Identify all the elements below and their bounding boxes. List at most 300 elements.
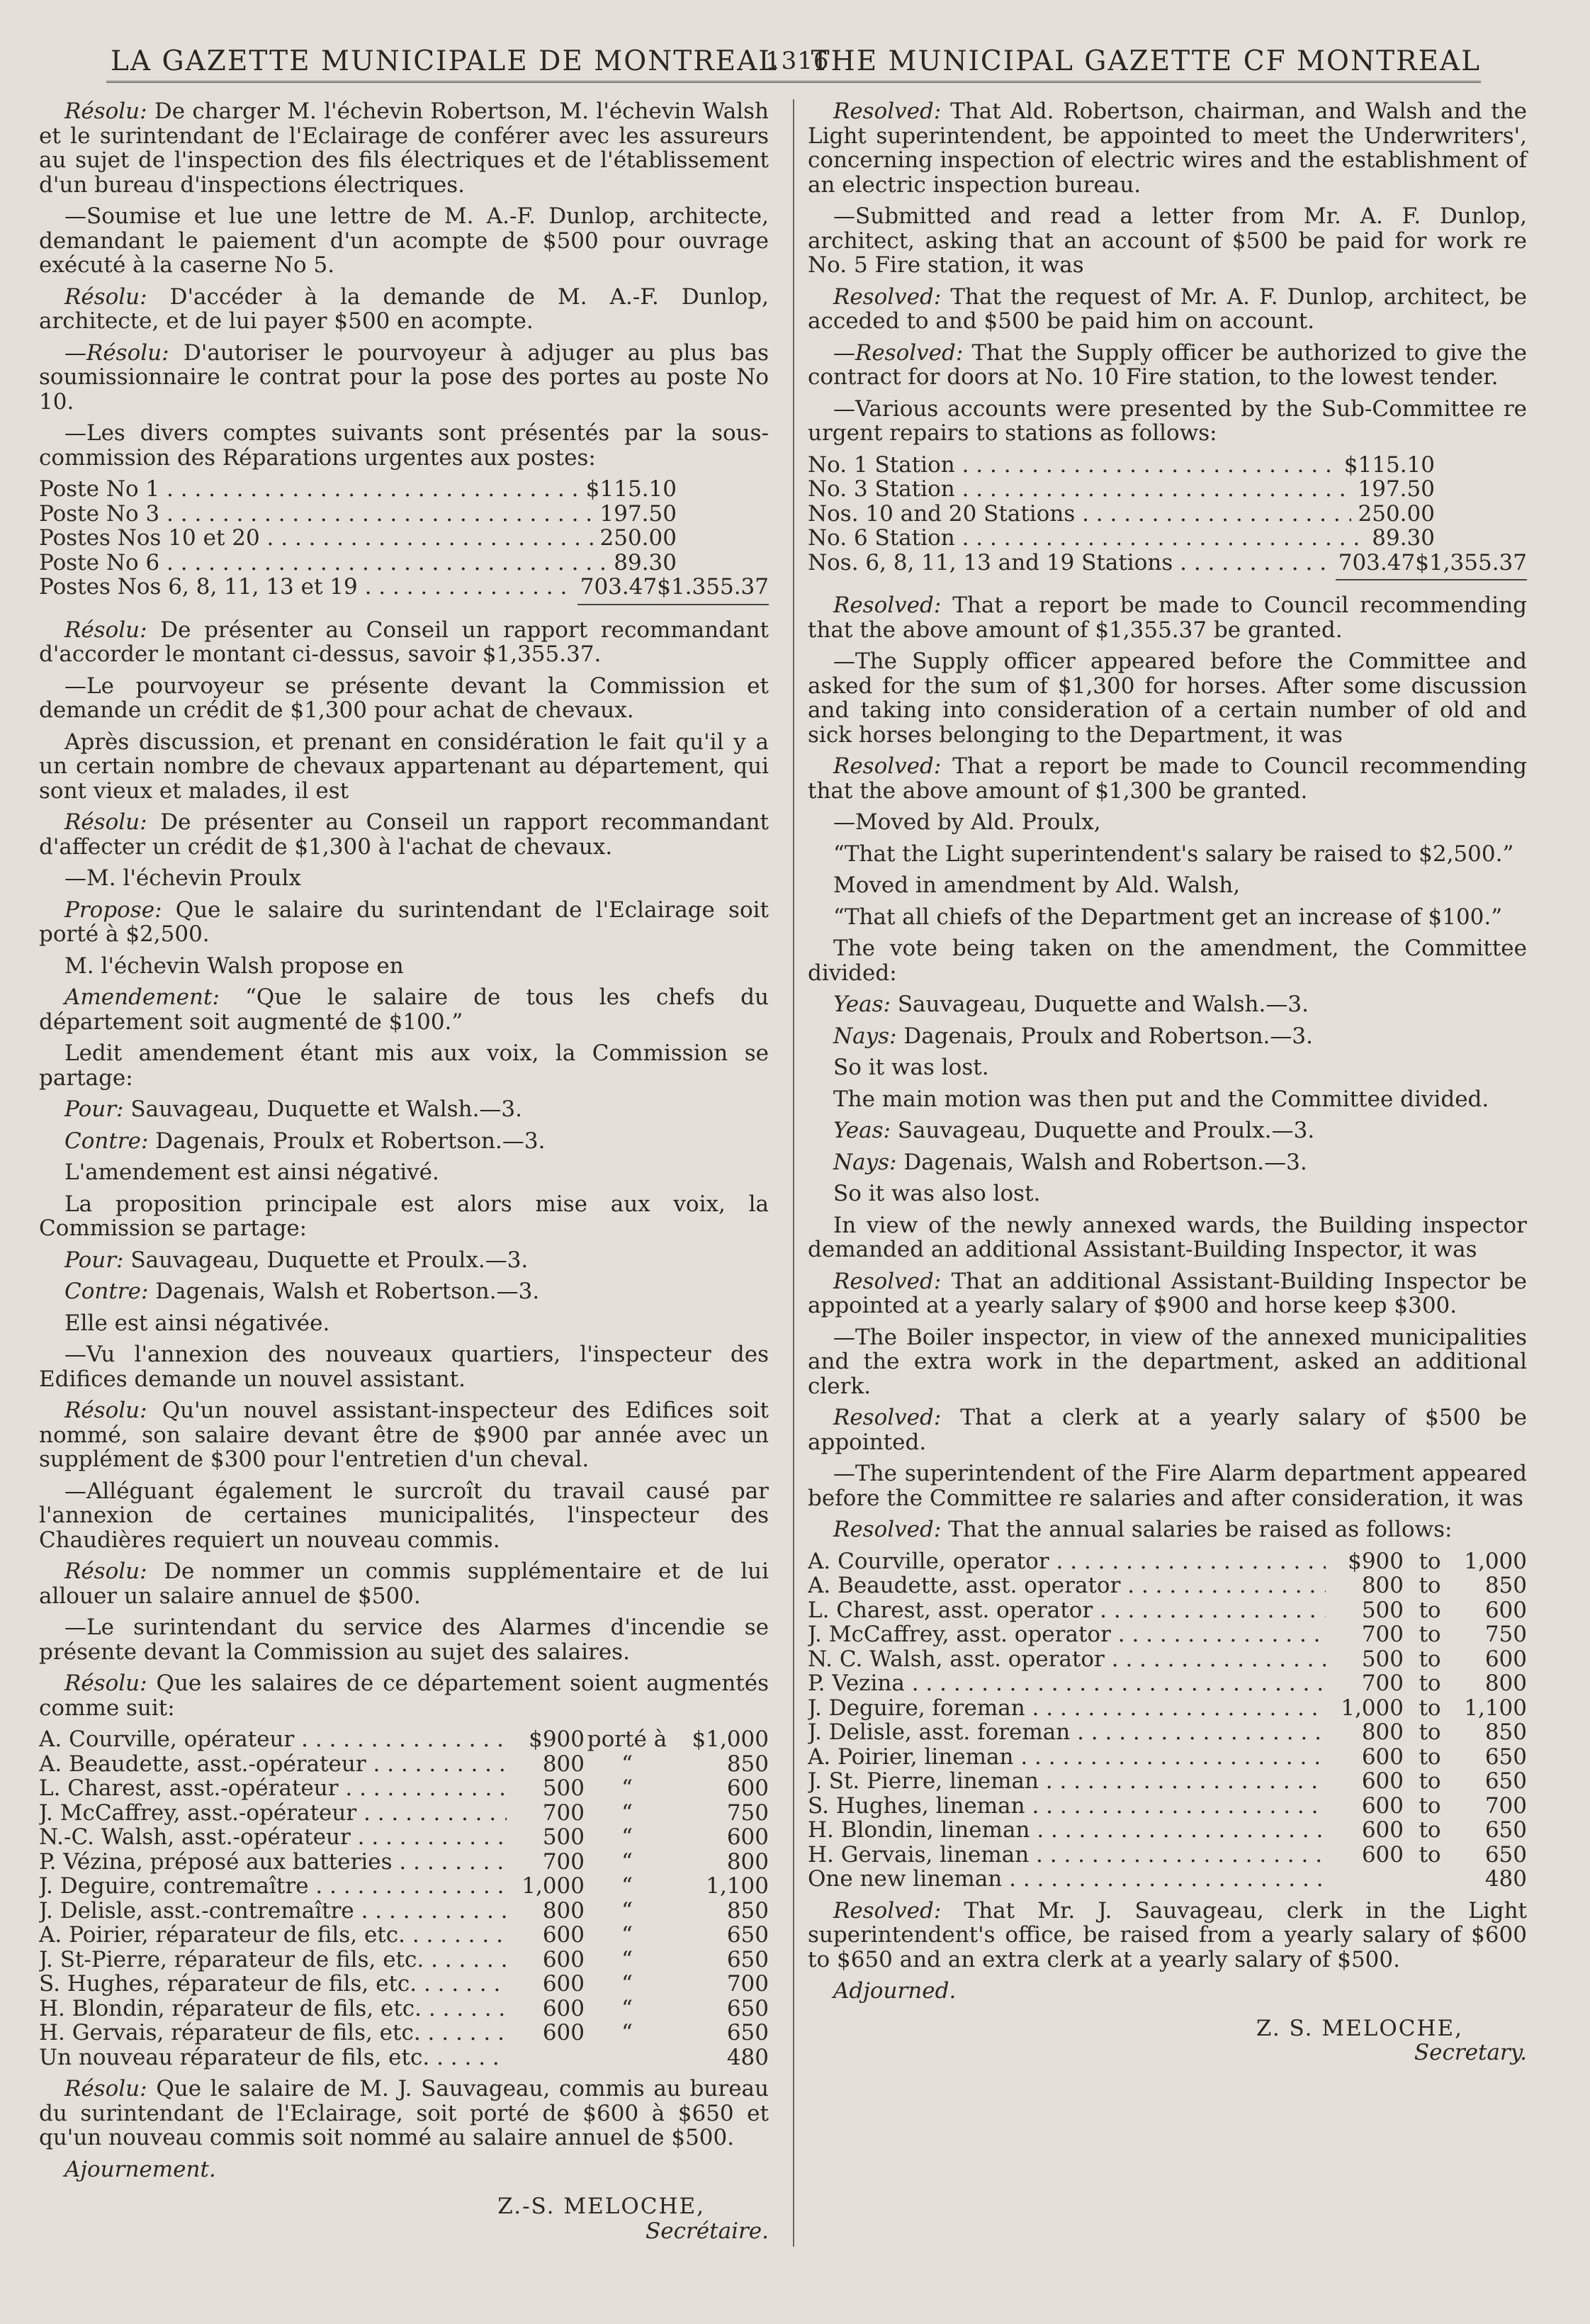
table-row: [808, 1671, 1527, 1696]
to-word: to: [1419, 1597, 1441, 1623]
paragraph: [39, 1559, 769, 1608]
ditto-mark: “: [621, 1873, 633, 1899]
paragraph: Après discussion, et prenant en considération le fait qu'il y a un certain nombre de chevaux appartenant au département, qui sont vieux et malades, il est: [39, 729, 769, 804]
employee-name: A. Beaudette, asst.-opérateur . . .: [39, 1752, 507, 1777]
table-row: [808, 1745, 1527, 1770]
old-salary: 700: [542, 1800, 585, 1826]
account-name: Postes Nos 6, 8, 11, 13 et 19 . . .: [39, 575, 573, 600]
label: —Resolved:: [833, 339, 964, 366]
paragraph: —Alléguant également le surcroît du travail causé par l'annexion de certaines municipalités, l'inspecteur des Chaudières requiert un nouveau commis.: [39, 1478, 769, 1553]
text: Que les salaires de ce département soient augmentés comme suit:: [39, 1671, 769, 1721]
paragraph: [39, 99, 769, 197]
text: De présenter au Conseil un rapport recommandant d'accorder le montant ci-dessus, savoir $1,355.37.: [39, 617, 769, 667]
new-salary: 800: [1484, 1671, 1527, 1696]
paragraph: L'amendement est ainsi négativé.: [64, 1160, 439, 1185]
label: Nays:: [833, 1149, 897, 1175]
old-salary: 600: [542, 1946, 585, 1972]
ditto-mark: “: [621, 1995, 633, 2021]
new-salary: 1,100: [706, 1873, 769, 1899]
paragraph: In view of the newly annexed wards, the Building inspector demanded an additional Assistant-Building Inspector, it was: [808, 1212, 1527, 1262]
employee-name: N. C. Walsh, asst. operator . . .: [808, 1647, 1326, 1672]
new-salary: $1,000: [692, 1727, 769, 1752]
label: Resolved:: [833, 284, 942, 310]
employee-name: J. Delisle, asst. foreman . . .: [808, 1720, 1326, 1745]
new-salary: 600: [726, 1775, 769, 1801]
label: Resolved:: [833, 593, 942, 618]
text: That the Supply officer be authorized to give the contract for doors at No. 10 Fire station, to the lowest tender.: [808, 339, 1527, 390]
signature-fr: [39, 2194, 769, 2243]
old-salary: 600: [542, 2020, 585, 2045]
text: That the request of Mr. A. F. Dunlop, architect, be acceded to and $500 be paid him on account.: [808, 284, 1527, 334]
account-name: Poste No 3 . . .: [39, 502, 593, 527]
table-row: [808, 1696, 1527, 1721]
account-total: $1,355.37: [1415, 549, 1527, 576]
label: Amendement:: [64, 984, 220, 1010]
header-title-fr: LA GAZETTE MUNICIPALE DE MONTREAL: [111, 45, 779, 77]
paragraph: [808, 1118, 1527, 1143]
old-salary: 500: [1361, 1646, 1404, 1672]
paragraph: Ledit amendement étant mis aux voix, la Commission se partage:: [39, 1040, 769, 1091]
to-word: to: [1419, 1548, 1441, 1574]
french-column: [39, 99, 769, 2243]
employee-name: Un nouveau réparateur de fils, etc. . . .: [39, 2045, 507, 2070]
paragraph: [39, 618, 769, 667]
employee-name: J. St. Pierre, lineman . . .: [808, 1769, 1326, 1794]
paragraph: [808, 1899, 1527, 1972]
account-amount: 89.30: [1372, 525, 1435, 551]
paragraph: —The Supply officer appeared before the Committee and asked for the sum of $1,300 for horses. After some discussion and taking into consideration of a certain number of old and sick horses belonging to the Department, it was: [808, 649, 1527, 748]
paragraph: —The superintendent of the Fire Alarm department appeared before the Committee re salaries and after consideration, it was: [808, 1461, 1527, 1511]
new-salary: 650: [726, 1995, 769, 2021]
old-salary: 700: [1361, 1671, 1404, 1696]
ditto-mark: “: [621, 1848, 633, 1875]
old-salary: 700: [542, 1848, 585, 1875]
new-salary: 850: [726, 1751, 769, 1777]
old-salary: 500: [542, 1824, 585, 1850]
table-row: [39, 1727, 769, 1752]
table-row: [808, 526, 1527, 551]
text: De charger M. l'échevin Robertson, M. l'échevin Walsh et le surintendant de l'Eclairage de conférer avec les assureurs au sujet de l'inspection des fils électriques et de l'établissement d'un bureau d'inspections électriques.: [39, 99, 769, 198]
old-salary: 800: [542, 1751, 585, 1777]
to-word: to: [1419, 1744, 1441, 1770]
label: Yeas:: [833, 992, 891, 1017]
salaries-table-en: [808, 1549, 1527, 1892]
text: Sauvageau, Duquette and Proulx.—3.: [897, 1118, 1315, 1143]
paragraph: —The Boiler inspector, in view of the annexed municipalities and the extra work in the department, asked an additional clerk.: [808, 1324, 1527, 1399]
label: Résolu:: [64, 284, 147, 310]
table-row: [39, 1752, 769, 1777]
table-row: [808, 1720, 1527, 1745]
secretary-title: Secretary.: [1414, 2040, 1527, 2065]
table-row: [39, 1850, 769, 1875]
text: That a clerk at a yearly salary of $500 be appointed.: [808, 1405, 1527, 1455]
new-salary: 750: [1484, 1622, 1527, 1647]
paragraph: [39, 1097, 769, 1122]
table-row: [808, 1867, 1527, 1892]
accounts-table-en: [808, 453, 1527, 581]
ditto-mark: “: [621, 1751, 633, 1777]
paragraph: —Le surintendant du service des Alarmes d'incendie se présente devant la Commission au sujet des salaires.: [39, 1615, 769, 1665]
paragraph: —Submitted and read a letter from Mr. A. F. Dunlop, architect, asking that an account of $500 be paid for work re No. 5 Fire station, it was: [808, 203, 1527, 278]
employee-name: A. Poirier, réparateur de fils, etc. . . .: [39, 1923, 507, 1948]
ditto-mark: “: [621, 2020, 633, 2045]
label: Pour:: [64, 1096, 124, 1122]
table-row: [39, 575, 769, 600]
old-salary: 800: [542, 1897, 585, 1924]
total-rule: [1336, 579, 1527, 580]
employee-name: H. Gervais, réparateur de fils, etc. . . .: [39, 2021, 507, 2045]
new-salary: 650: [1484, 1841, 1527, 1868]
table-row: [39, 551, 769, 576]
account-name: Poste No 1 . . .: [39, 477, 579, 502]
paragraph: [808, 341, 1527, 390]
new-salary: 700: [1484, 1792, 1527, 1819]
new-salary: 600: [1484, 1646, 1527, 1672]
page-number: 1316: [765, 47, 830, 75]
paragraph: [39, 1398, 769, 1472]
to-word: to: [1419, 1671, 1441, 1696]
label: Propose:: [64, 897, 162, 923]
label: Resolved:: [833, 1517, 942, 1542]
text: “Que le salaire de tous les chefs du département soit augmenté de $100.”: [39, 984, 769, 1035]
label: Résolu:: [64, 99, 147, 124]
paragraph: [39, 1129, 769, 1154]
page-header: [106, 38, 1481, 95]
to-word: to: [1419, 1841, 1441, 1868]
old-salary: $900: [1348, 1548, 1404, 1574]
old-salary: 700: [1361, 1622, 1404, 1647]
employee-name: J. McCaffrey, asst. operator . . .: [808, 1622, 1326, 1647]
paragraph: —M. l'échevin Proulx: [64, 865, 301, 891]
paragraph: [808, 1150, 1527, 1175]
old-salary: 600: [1361, 1792, 1404, 1819]
employee-name: A. Courville, operator . . .: [808, 1549, 1326, 1574]
text: That an additional Assistant-Building Inspector be appointed at a yearly salary of $900 and horse keep $300.: [808, 1268, 1528, 1318]
employee-name: J. McCaffrey, asst.-opérateur . . .: [39, 1801, 507, 1826]
table-row: [808, 551, 1527, 576]
paragraph: [808, 1024, 1527, 1049]
account-name: Poste No 6 . . .: [39, 551, 607, 576]
label: Résolu:: [64, 809, 147, 835]
paragraph: —Vu l'annexion des nouveaux quartiers, l'inspecteur des Edifices demande un nouvel assistant.: [39, 1342, 769, 1392]
label: Résolu:: [64, 1559, 147, 1584]
label: Contre:: [64, 1128, 149, 1154]
table-row: [39, 1776, 769, 1801]
account-name: No. 3 Station . . .: [808, 477, 1351, 502]
table-row: [39, 477, 769, 502]
table-row: [808, 1573, 1527, 1598]
label: Yeas:: [833, 1118, 891, 1143]
table-row: [39, 1825, 769, 1850]
table-row: [39, 1899, 769, 1924]
label: Résolu:: [64, 617, 147, 643]
to-word: to: [1419, 1695, 1441, 1721]
employee-name: N.-C. Walsh, asst.-opérateur . . .: [39, 1825, 507, 1850]
old-salary: 600: [542, 1971, 585, 1997]
employee-name: H. Blondin, lineman . . .: [808, 1818, 1326, 1843]
table-row: [39, 1923, 769, 1948]
old-salary: 1,000: [1341, 1695, 1404, 1721]
paragraph: [808, 1269, 1527, 1318]
account-name: No. 1 Station . . .: [808, 453, 1337, 478]
ditto-mark: “: [621, 1946, 633, 1972]
text: Dagenais, Proulx and Robertson.—3.: [903, 1023, 1313, 1049]
text: That a report be made to Council recommending that the above amount of $1,300 be granted.: [808, 753, 1528, 804]
paragraph: So it was also lost.: [833, 1181, 1041, 1206]
employee-name: L. Charest, asst.-opérateur . . .: [39, 1776, 507, 1801]
table-row: [808, 1818, 1527, 1843]
employee-name: A. Poirier, lineman . . .: [808, 1745, 1326, 1770]
to-word: to: [1419, 1573, 1441, 1598]
english-column: [808, 99, 1527, 2065]
old-salary: 500: [1361, 1597, 1404, 1623]
text: Sauvageau, Duquette and Walsh.—3.: [897, 992, 1309, 1017]
paragraph: [808, 1405, 1527, 1454]
account-amount: 250.00: [1358, 500, 1435, 527]
text: That Mr. J. Sauvageau, clerk in the Light superintendent's office, be raised from a yearly salary of $600 to $650 and an extra clerk at a yearly salary of $500.: [808, 1897, 1527, 1972]
table-row: [39, 1948, 769, 1972]
old-salary: 800: [1361, 1573, 1404, 1598]
ditto-mark: “: [621, 1897, 633, 1924]
employee-name: H. Blondin, réparateur de fils, etc. . . .: [39, 1997, 507, 2021]
label: Resolved:: [833, 1405, 942, 1430]
text: Sauvageau, Duquette et Walsh.—3.: [130, 1096, 523, 1122]
new-salary: 1,100: [1464, 1695, 1527, 1721]
text: Que le salaire du surintendant de l'Eclairage soit porté à $2,500.: [39, 897, 769, 947]
paragraph: “That the Light superintendent's salary be raised to $2,500.”: [833, 841, 1514, 867]
account-amount: 197.50: [599, 500, 677, 527]
employee-name: H. Gervais, lineman . . .: [808, 1843, 1326, 1868]
text: That Ald. Robertson, chairman, and Walsh and the Light superintendent, be appointed to meet the Underwriters', concerning inspection of electric wires and the establishment of an electric inspection bureau.: [808, 99, 1528, 198]
paragraph: The main motion was then put and the Committee divided.: [833, 1086, 1489, 1112]
employee-name: A. Courville, opérateur . . .: [39, 1727, 507, 1752]
account-name: No. 6 Station . . .: [808, 526, 1365, 551]
text: Dagenais, Walsh et Robertson.—3.: [155, 1279, 540, 1304]
label: Resolved:: [833, 99, 942, 124]
new-salary: 650: [726, 1946, 769, 1972]
table-row: [808, 477, 1527, 502]
secretary-name: Z.-S. MELOCHE,: [497, 2194, 705, 2219]
paragraph: —Moved by Ald. Proulx,: [833, 809, 1101, 835]
old-salary: $900: [529, 1727, 585, 1752]
table-row: [808, 1598, 1527, 1623]
paragraph: [39, 341, 769, 415]
new-salary: 850: [726, 1897, 769, 1924]
table-row: [39, 502, 769, 527]
new-salary: 650: [1484, 1768, 1527, 1794]
table-row: [39, 1972, 769, 1997]
account-amount: 197.50: [1358, 476, 1435, 502]
old-salary: 500: [542, 1775, 585, 1801]
new-salary: 850: [1484, 1719, 1527, 1745]
to-word: to: [1419, 1719, 1441, 1745]
paragraph: [808, 99, 1527, 197]
paragraph: La proposition principale est alors mise aux voix, la Commission se partage:: [39, 1191, 769, 1241]
text: De présenter au Conseil un rapport recommandant d'affecter un crédit de $1,300 à l'achat de chevaux.: [39, 809, 769, 860]
text: Dagenais, Walsh and Robertson.—3.: [903, 1149, 1307, 1175]
total-rule: [577, 604, 769, 605]
ditto-mark: “: [621, 1775, 633, 1801]
account-name: Nos. 6, 8, 11, 13 and 19 Stations . . .: [808, 551, 1331, 576]
employee-name: J. St-Pierre, réparateur de fils, etc. . . .: [39, 1948, 507, 1972]
label: —Résolu:: [64, 339, 169, 366]
old-salary: 600: [1361, 1817, 1404, 1843]
paragraph: [39, 1279, 769, 1304]
to-word: to: [1419, 1646, 1441, 1672]
table-row: [808, 453, 1527, 478]
paragraph: [808, 992, 1527, 1017]
paragraph: M. l'échevin Walsh propose en: [64, 953, 404, 979]
employee-name: P. Vézina, préposé aux batteries . . .: [39, 1850, 507, 1875]
old-salary: 600: [542, 1922, 585, 1948]
paragraph: “That all chiefs of the Department get an increase of $100.”: [833, 904, 1503, 930]
employee-name: L. Charest, asst. operator . . .: [808, 1598, 1326, 1623]
table-row: [39, 2045, 769, 2070]
column-divider: [793, 99, 794, 2247]
table-row: [808, 1647, 1527, 1672]
employee-name: S. Hughes, lineman . . .: [808, 1794, 1326, 1819]
old-salary: 600: [542, 1995, 585, 2021]
text: D'autoriser le pourvoyeur à adjuger au plus bas soumissionnaire le contrat pour la pose des portes au poste No 10.: [39, 339, 769, 415]
employee-name: S. Hughes, réparateur de fils, etc. . . .: [39, 1972, 507, 1997]
employee-name: One new lineman . . .: [808, 1867, 1326, 1892]
table-row: [39, 1801, 769, 1826]
secretary-name: Z. S. MELOCHE,: [1256, 2015, 1463, 2041]
text: That the annual salaries be raised as follows:: [948, 1517, 1453, 1542]
old-salary: 1,000: [521, 1873, 585, 1899]
secretary-title: Secrétaire.: [645, 2218, 769, 2244]
paragraph: [39, 985, 769, 1034]
to-word: to: [1419, 1768, 1441, 1794]
adjournment: Ajournement.: [64, 2156, 216, 2182]
adjournment: Adjourned.: [833, 1978, 957, 2004]
new-salary: 480: [726, 2044, 769, 2070]
label: Résolu:: [64, 2076, 147, 2101]
account-amount: $115.10: [1343, 451, 1435, 478]
label: Résolu:: [64, 1671, 147, 1696]
employee-name: J. Deguire, contremaître . . .: [39, 1874, 507, 1899]
old-salary: 600: [1361, 1768, 1404, 1794]
paragraph: —Les divers comptes suivants sont présentés par la sous-commission des Réparations urgentes aux postes:: [39, 420, 769, 471]
new-salary: 650: [726, 2020, 769, 2045]
ditto-mark: “: [621, 1971, 633, 1997]
header-rule: [106, 81, 1481, 86]
new-salary: 650: [726, 1922, 769, 1948]
table-row: [39, 526, 769, 551]
table-row: [39, 1997, 769, 2021]
table-row: [39, 1874, 769, 1899]
paragraph: Elle est ainsi négativée.: [64, 1310, 330, 1336]
ditto-mark: “: [621, 1922, 633, 1948]
paragraph: [808, 1517, 1527, 1542]
text: De nommer un commis supplémentaire et de lui allouer un salaire annuel de $500.: [39, 1559, 769, 1609]
paragraph: The vote being taken on the amendment, the Committee divided:: [808, 936, 1527, 986]
account-amount: 703.47: [580, 574, 658, 600]
label: Nays:: [833, 1023, 897, 1049]
label: Resolved:: [833, 1268, 942, 1294]
new-salary: 800: [726, 1848, 769, 1875]
employee-name: A. Beaudette, asst. operator . . .: [808, 1573, 1326, 1598]
account-name: Postes Nos 10 et 20 . . .: [39, 526, 593, 551]
account-amount: 250.00: [599, 525, 677, 551]
new-salary: 480: [1484, 1866, 1527, 1892]
paragraph: [39, 285, 769, 334]
table-row: [808, 502, 1527, 527]
paragraph: Moved in amendment by Ald. Walsh,: [833, 872, 1241, 898]
paragraph: [39, 1671, 769, 1720]
paragraph: [808, 593, 1527, 642]
paragraph: [39, 1248, 769, 1273]
to-word: to: [1419, 1817, 1441, 1843]
account-name: Nos. 10 and 20 Stations . . .: [808, 502, 1351, 527]
text: Sauvageau, Duquette et Proulx.—3.: [130, 1247, 529, 1273]
new-salary: 600: [726, 1824, 769, 1850]
label: Pour:: [64, 1247, 124, 1273]
new-salary: 1,000: [1464, 1548, 1527, 1574]
paragraph: [39, 2077, 769, 2150]
employee-name: P. Vezina . . .: [808, 1671, 1326, 1696]
paragraph: So it was lost.: [833, 1055, 989, 1080]
new-salary: 650: [1484, 1817, 1527, 1843]
table-row: [808, 1769, 1527, 1794]
to-word: to: [1419, 1792, 1441, 1819]
paragraph: —Various accounts were presented by the Sub-Committee re urgent repairs to stations as follows:: [808, 395, 1527, 446]
old-salary: 600: [1361, 1744, 1404, 1770]
text: That a report be made to Council recommending that the above amount of $1,355.37 be granted.: [808, 593, 1528, 643]
label: Contre:: [64, 1279, 149, 1304]
new-salary: 750: [726, 1800, 769, 1826]
accounts-table-fr: [39, 477, 769, 605]
account-total: $1.355.37: [657, 574, 769, 600]
new-salary: 850: [1484, 1573, 1527, 1598]
text: Que le salaire de M. J. Sauvageau, commis au bureau du surintendant de l'Eclairage, soit porté de $600 à $650 et qu'un nouveau commis soit nommé au salaire annuel de $500.: [39, 2076, 769, 2150]
ditto-mark: “: [621, 1800, 633, 1826]
label: Resolved:: [833, 1897, 942, 1924]
paragraph: [808, 285, 1527, 334]
ditto-mark: porté à: [587, 1727, 667, 1752]
text: Qu'un nouvel assistant-inspecteur des Edifices soit nommé, son salaire devant être de $900 par année avec un supplément de $300 pour l'entretien d'un cheval.: [39, 1398, 769, 1472]
old-salary: 600: [1361, 1841, 1404, 1868]
new-salary: 700: [726, 1971, 769, 1997]
label: Résolu:: [64, 1398, 147, 1423]
paragraph: [808, 754, 1527, 803]
table-row: [808, 1843, 1527, 1868]
table-row: [808, 1549, 1527, 1574]
employee-name: J. Delisle, asst.-contremaître . . .: [39, 1899, 507, 1924]
paragraph: —Soumise et lue une lettre de M. A.-F. Dunlop, architecte, demandant le paiement d'un acompte de $500 pour ouvrage exécuté à la caserne No 5.: [39, 203, 769, 278]
signature-en: [808, 2016, 1527, 2065]
label: Resolved:: [833, 753, 942, 779]
table-row: [808, 1794, 1527, 1819]
paragraph: —Le pourvoyeur se présente devant la Commission et demande un crédit de $1,300 pour achat de chevaux.: [39, 673, 769, 723]
old-salary: 800: [1361, 1719, 1404, 1745]
ditto-mark: “: [621, 1824, 633, 1850]
account-amount: 703.47: [1338, 549, 1416, 576]
account-amount: $115.10: [585, 476, 677, 502]
employee-name: J. Deguire, foreman . . .: [808, 1696, 1326, 1721]
text: Dagenais, Proulx et Robertson.—3.: [155, 1128, 546, 1154]
paragraph: [39, 810, 769, 859]
to-word: to: [1419, 1622, 1441, 1647]
salaries-table-fr: [39, 1727, 769, 2070]
account-amount: 89.30: [614, 549, 677, 576]
text: D'accéder à la demande de M. A.-F. Dunlop, architecte, et de lui payer $500 en acompte.: [39, 284, 769, 334]
paragraph: [39, 898, 769, 947]
new-salary: 650: [1484, 1744, 1527, 1770]
header-title-en: THE MUNICIPAL GAZETTE CF MONTREAL: [811, 45, 1481, 77]
table-row: [39, 2021, 769, 2045]
table-row: [808, 1622, 1527, 1647]
